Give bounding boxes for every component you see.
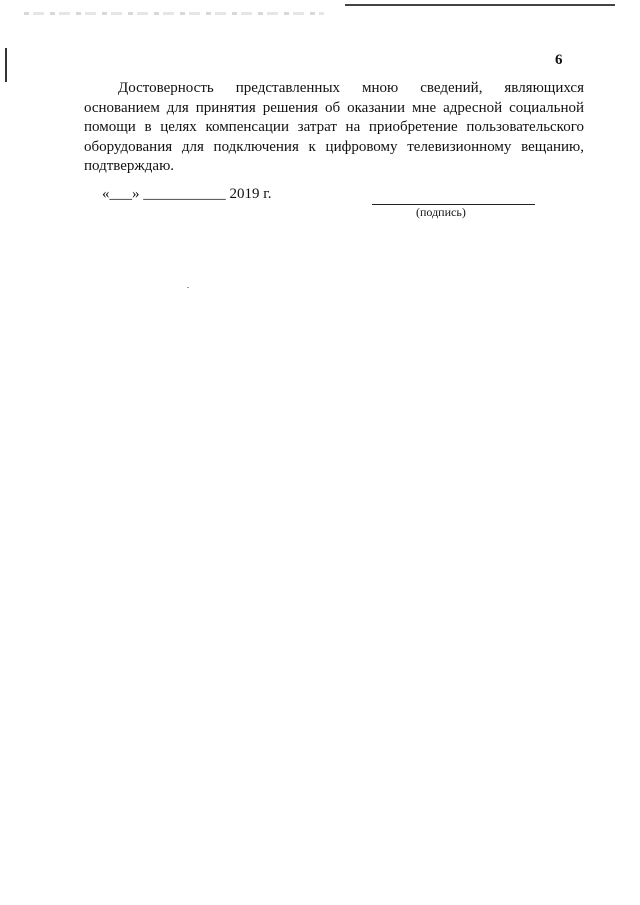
signature-caption: (подпись): [416, 205, 466, 219]
scan-artifact-top-line: [345, 4, 615, 6]
scan-artifact-top-noise: [24, 12, 324, 15]
scan-artifact-dot: [187, 287, 189, 288]
date-field: «___» ___________ 2019 г.: [102, 186, 272, 202]
scan-artifact-left-bar: [5, 48, 7, 82]
confirmation-statement: Достоверность представленных мною сведений, являющихся основанием для принятия решения об оказании мне адресной социальной помощи в целях компенсации затрат на приобретение пользовательского оборудования для подключения к цифровому телевизионному вещанию, подтверждаю.: [84, 80, 584, 174]
page-number: 6: [555, 52, 563, 68]
